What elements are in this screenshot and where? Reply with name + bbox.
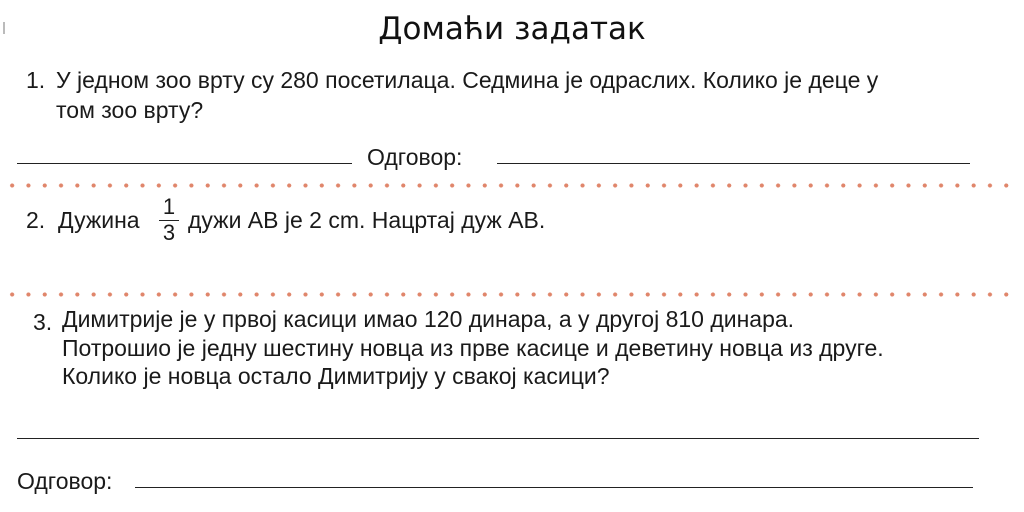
divider-dotted-2 (4, 292, 1020, 297)
task-1-text-line-2: том зоо врту? (56, 97, 204, 123)
divider-dotted-1 (4, 183, 1020, 188)
task-2-number: 2. (26, 207, 46, 233)
fraction-denominator: 3 (162, 220, 176, 245)
task-1-text-line-1: У једном зоо врту су 280 посетилаца. Седмина је одраслих. Колико је деце у (56, 67, 879, 93)
task-3-answer-line[interactable] (135, 487, 973, 488)
task-2-text-after: дужи AB је 2 cm. Нацртај дуж AB. (188, 207, 546, 233)
task-3-answer-label: Одговор: (17, 468, 113, 494)
task-3-text-line-1: Димитрије је у првој касици имао 120 динара, а у другој 810 динара. (62, 306, 795, 332)
task-3-work-line[interactable] (17, 438, 979, 439)
fraction-numerator: 1 (162, 194, 176, 219)
task-2-text-before: Дужина (58, 207, 140, 233)
task-3-text-line-2: Потрошио је једну шестину новца из прве касице и деветину новца из друге. (62, 335, 884, 361)
task-1-answer-label: Одговор: (367, 144, 463, 170)
task-1-number: 1. (26, 67, 46, 93)
task-1-answer-line[interactable] (497, 163, 970, 164)
page-title: Домаћи задатак (378, 11, 646, 47)
task-3-number: 3. (33, 309, 53, 335)
task-3-text-line-3: Колико је новца остало Димитрију у свакој касици? (62, 363, 610, 389)
task-1-work-line[interactable] (17, 163, 352, 164)
